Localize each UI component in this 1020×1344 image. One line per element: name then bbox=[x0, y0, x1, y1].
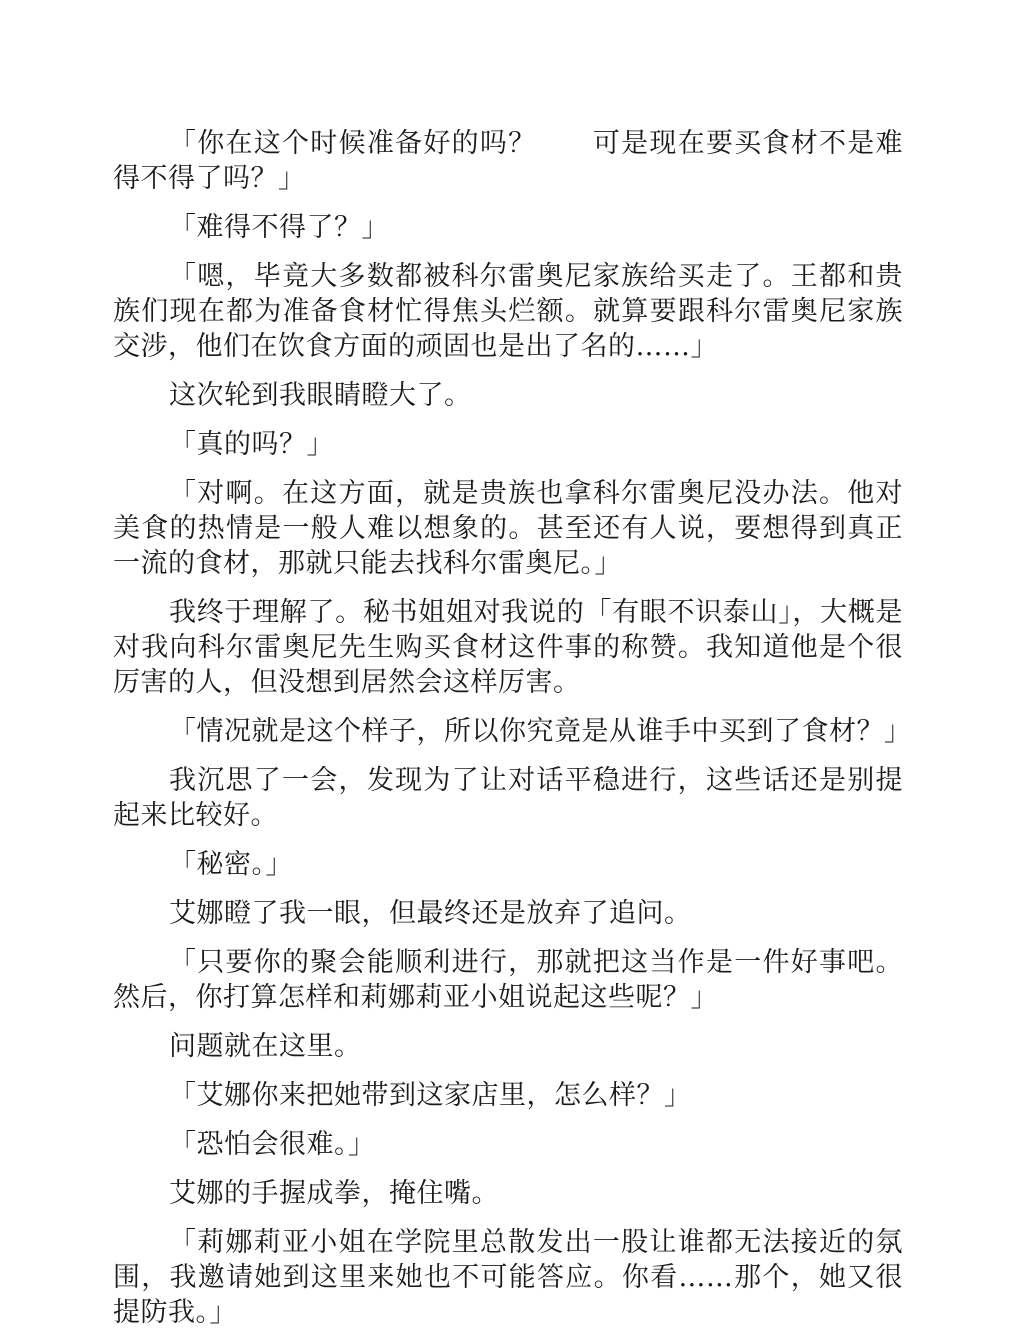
paragraph: 「你在这个时候准备好的吗？ 可是现在要买食材不是难得不得了吗？」 bbox=[113, 128, 903, 194]
paragraph: 我沉思了一会，发现为了让对话平稳进行，这些话还是别提起来比较好。 bbox=[113, 765, 903, 831]
paragraph: 「真的吗？」 bbox=[169, 429, 334, 460]
paragraph: 「难得不得了？」 bbox=[169, 212, 389, 243]
paragraph: 我终于理解了。秘书姐姐对我说的「有眼不识泰山」，大概是对我向科尔雷奥尼先生购买食材这件事的称赞。我知道他是个很厉害的人，但没想到居然会这样厉害。 bbox=[113, 597, 903, 698]
paragraph: 「恐怕会很难。」 bbox=[169, 1129, 376, 1160]
paragraph: 问题就在这里。 bbox=[169, 1031, 362, 1062]
paragraph: 「艾娜你来把她带到这家店里，怎么样？」 bbox=[169, 1080, 692, 1111]
paragraph: 「莉娜莉亚小姐在学院里总散发出一股让谁都无法接近的氛围，我邀请她到这里来她也不可能答应。你看……那个，她又很提防我。」 bbox=[113, 1227, 903, 1328]
document-page bbox=[113, 126, 912, 1344]
paragraph: 这次轮到我眼睛瞪大了。 bbox=[169, 380, 472, 411]
paragraph: 「嗯，毕竟大多数都被科尔雷奥尼家族给买走了。王都和贵族们现在都为准备食材忙得焦头烂额。就算要跟科尔雷奥尼家族交涉，他们在饮食方面的顽固也是出了名的……」 bbox=[113, 261, 903, 362]
paragraph: 「情况就是这个样子，所以你究竟是从谁手中买到了食材？」 bbox=[169, 716, 912, 747]
paragraph: 「对啊。在这方面，就是贵族也拿科尔雷奥尼没办法。他对美食的热情是一般人难以想象的。甚至还有人说，要想得到真正一流的食材，那就只能去找科尔雷奥尼。」 bbox=[113, 478, 903, 579]
paragraph: 艾娜的手握成拳，掩住嘴。 bbox=[169, 1178, 499, 1209]
paragraph: 艾娜瞪了我一眼，但最终还是放弃了追问。 bbox=[169, 898, 692, 929]
paragraph: 「只要你的聚会能顺利进行，那就把这当作是一件好事吧。然后，你打算怎样和莉娜莉亚小姐说起这些呢？」 bbox=[113, 947, 903, 1013]
paragraph: 「秘密。」 bbox=[169, 849, 293, 880]
